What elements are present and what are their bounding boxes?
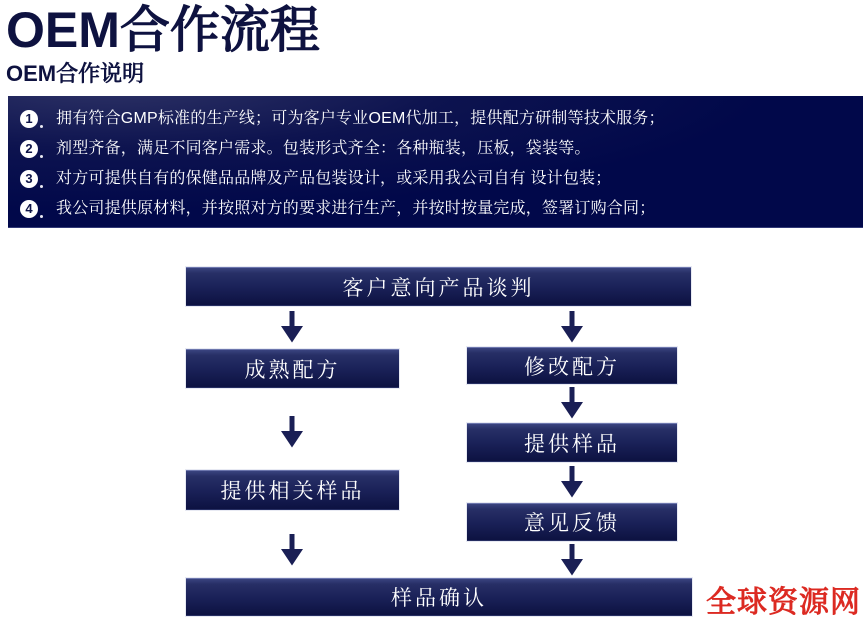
note-text: 我公司提供原材料，并按照对方的要求进行生产，并按时按量完成，签署订购合同；	[56, 200, 656, 217]
flow-step-provide-related-samples: 提供相关样品	[186, 470, 399, 510]
down-arrow-icon	[279, 534, 305, 566]
note-item	[20, 169, 853, 189]
flow-step-feedback: 意见反馈	[467, 503, 677, 541]
note-text: 剂型齐备，满足不同客户需求。包装形式齐全：各种瓶装，压板，袋装等。	[56, 140, 591, 157]
down-arrow-icon	[559, 544, 585, 576]
flow-step-customer-negotiation: 客户意向产品谈判	[186, 267, 691, 306]
note-item	[20, 109, 853, 129]
notes-panel	[8, 96, 863, 228]
page-title: OEM合作流程	[6, 2, 320, 58]
watermark-logo: 全球资源网	[706, 586, 861, 619]
note-item	[20, 139, 853, 159]
down-arrow-icon	[279, 416, 305, 448]
down-arrow-icon	[559, 311, 585, 343]
number-badge: 3	[20, 170, 38, 188]
flow-step-modify-formula: 修改配方	[467, 347, 677, 384]
down-arrow-icon	[279, 311, 305, 343]
note-item	[20, 199, 853, 219]
note-text: 拥有符合GMP标准的生产线；可为客户专业OEM代加工，提供配方研制等技术服务；	[56, 110, 665, 127]
flow-step-provide-sample: 提供样品	[467, 423, 677, 462]
down-arrow-icon	[559, 387, 585, 419]
flow-step-sample-confirmation: 样品确认	[186, 578, 692, 616]
number-badge: 2	[20, 140, 38, 158]
number-badge: 4	[20, 200, 38, 218]
number-badge: 1	[20, 110, 38, 128]
note-text: 对方可提供自有的保健品品牌及产品包装设计，或采用我公司自有 设计包装；	[56, 170, 612, 187]
down-arrow-icon	[559, 466, 585, 498]
section-heading: OEM合作说明	[6, 61, 145, 86]
flow-step-mature-formula: 成熟配方	[186, 349, 399, 388]
